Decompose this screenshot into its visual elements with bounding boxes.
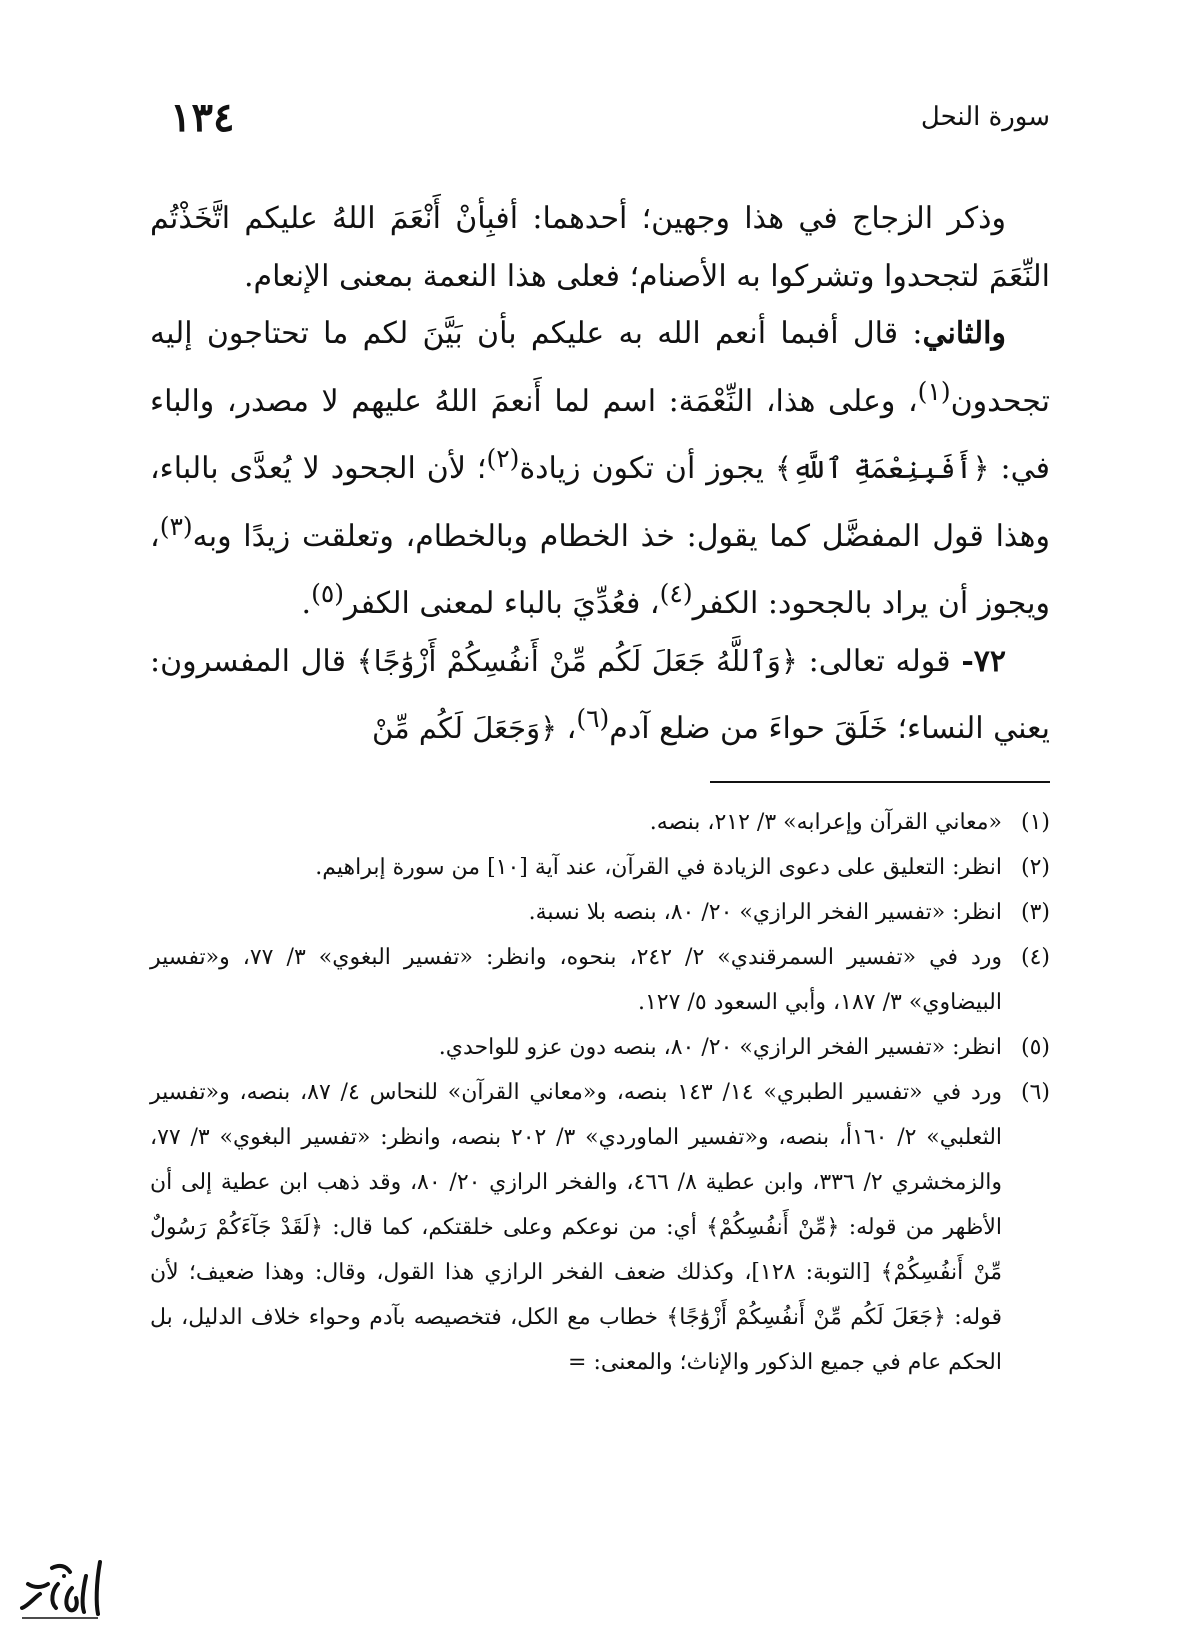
footnote xyxy=(150,1070,1050,1385)
paragraph-2-text-a: : قال أفبما أنعم الله به عليكم بأن بَيَّنَ لكم ما تحتاجون إليه تجحدون xyxy=(150,316,1050,419)
footnote-text: ورد في «تفسير الطبري» ١٤/ ١٤٣ بنصه، و«معاني القرآن» للنحاس ٤/ ٨٧، بنصه، و«تفسير الثعلبي» ٢/ ١٦٠أ، بنصه، و«تفسير الماوردي» ٣/ ٢٠٢ بنصه، وانظر: «تفسير البغوي» ٣/ ٧٧، والزمخشري ٢/ ٣٣٦، وابن عطية ٨/ ٤٦٦، والفخر الرازي ٢٠/ ٨٠، وقد ذهب ابن عطية إلى أن الأظهر من قوله: ﴿مِّنْ أَنفُسِكُمْ﴾ أي: من نوعكم وعلى خلقتكم، كما قال: ﴿لَقَدْ جَآءَكُمْ رَسُولٌ مِّنْ أَنفُسِكُمْ﴾ [التوبة: ١٢٨]، وكذلك ضعف الفخر الرازي هذا القول، وقال: وهذا ضعيف؛ لأن قوله: ﴿جَعَلَ لَكُم مِّنْ أَنفُسِكُمْ أَزْوَٰجًا﴾ خطاب مع الكل، فتخصيصه بآدم وحواء خلاف الدليل، بل الحكم عام في جميع الذكور والإناث؛ والمعنى: = xyxy=(150,1080,1003,1375)
footnote-number: (٤) xyxy=(1020,945,1050,970)
paragraph-2-text-c: يجوز أن تكون زيادة xyxy=(519,451,775,486)
verse-number: ٧٢- xyxy=(961,643,1006,679)
paragraph-2-text-b: ، وعلى هذا، النِّعْمَة: اسم لما أَنعمَ اللهُ عليهم لا مصدر، والباء في: xyxy=(150,383,1050,486)
footnote-ref-6[interactable]: (٦) xyxy=(576,704,610,733)
paragraph-2-text-e: ، ويجوز أن يراد بالجحود: الكفر xyxy=(150,518,1050,621)
footnote xyxy=(150,890,1050,935)
footnote-text: ورد في «تفسير السمرقندي» ٢/ ٢٤٢، بنحوه، وانظر: «تفسير البغوي» ٣/ ٧٧، و«تفسير البيضاوي» ٣/ ١٨٧، وأبي السعود ٥/ ١٢٧. xyxy=(150,945,1003,1015)
quran-quote: ﴿أَفَبِنِعْمَةِ ٱللَّهِ﴾ xyxy=(774,451,990,485)
calligraphy-logo-icon xyxy=(12,1554,108,1628)
footnote-number: (٢) xyxy=(1020,855,1050,880)
footnote-text: انظر: التعليق على دعوى الزيادة في القرآن، عند آية [١٠] من سورة إبراهيم. xyxy=(315,855,1002,880)
footnote xyxy=(150,1025,1050,1070)
paragraph-2-text-g: . xyxy=(301,586,312,621)
footnote xyxy=(150,845,1050,890)
paragraph-2-text-f: ، فعُدِّيَ بالباء لمعنى الكفر xyxy=(344,586,660,621)
paragraph-3-text-c: ، xyxy=(557,711,577,746)
footnotes xyxy=(150,800,1050,1385)
quran-quote: ﴿وَجَعَلَ لَكُم مِّنْ xyxy=(372,711,558,745)
paragraph-1: وذكر الزجاج في هذا وجهين؛ أحدهما: أفبِأنْ أَنْعَمَ اللهُ عليكم اتَّخَذْتُم النِّعَمَ لتجحدوا وتشركوا به الأصنام؛ فعلى هذا النعمة بمعنى الإنعام. xyxy=(150,201,1050,294)
paragraph-3 xyxy=(150,633,1050,758)
paragraph-2-lead: والثاني xyxy=(922,316,1006,351)
footnote-number: (٥) xyxy=(1020,1035,1050,1060)
paragraph-3-text-b: قال المفسرون: يعني النساء؛ خَلَقَ حواءَ من ضلع آدم xyxy=(150,643,1050,746)
page-number: ١٣٤ xyxy=(170,94,235,141)
footnote-number: (٦) xyxy=(1020,1080,1050,1105)
footnote xyxy=(150,800,1050,845)
surah-title: سورة النحل xyxy=(920,102,1050,132)
quran-quote: ﴿وَٱللَّهُ جَعَلَ لَكُم مِّنْ أَنفُسِكُمْ أَزْوَٰجًا﴾ xyxy=(356,643,798,678)
footnote-ref-1[interactable]: (١) xyxy=(917,376,951,406)
main-text xyxy=(150,190,1050,758)
page-header xyxy=(170,92,1050,152)
paragraph-3-text-a: قوله تعالى: xyxy=(797,643,962,679)
footnote-divider xyxy=(710,781,1050,783)
footnote-ref-4[interactable]: (٤) xyxy=(659,579,693,608)
footnote-number: (٣) xyxy=(1020,900,1050,925)
footnote-text: «معاني القرآن وإعرابه» ٣/ ٢١٢، بنصه. xyxy=(649,810,1002,835)
footnote-number: (١) xyxy=(1020,810,1050,835)
paragraph-2-text-d: ؛ لأن الجحود لا يُعدَّى بالباء، وهذا قول المفضَّل كما يقول: خذ الخطام وبالخطام، وتعلقت زيدًا وبه xyxy=(150,451,1050,554)
footnote-ref-2[interactable]: (٢) xyxy=(486,444,520,473)
footnote xyxy=(150,935,1050,1025)
paragraph-2 xyxy=(150,305,1050,633)
publisher-logo xyxy=(12,1554,108,1628)
footnote-text: انظر: «تفسير الفخر الرازي» ٢٠/ ٨٠، بنصه دون عزو للواحدي. xyxy=(438,1035,1002,1060)
footnote-ref-3[interactable]: (٣) xyxy=(159,511,193,541)
footnote-ref-5[interactable]: (٥) xyxy=(311,579,345,608)
footnote-text: انظر: «تفسير الفخر الرازي» ٢٠/ ٨٠، بنصه بلا نسبة. xyxy=(528,900,1002,925)
